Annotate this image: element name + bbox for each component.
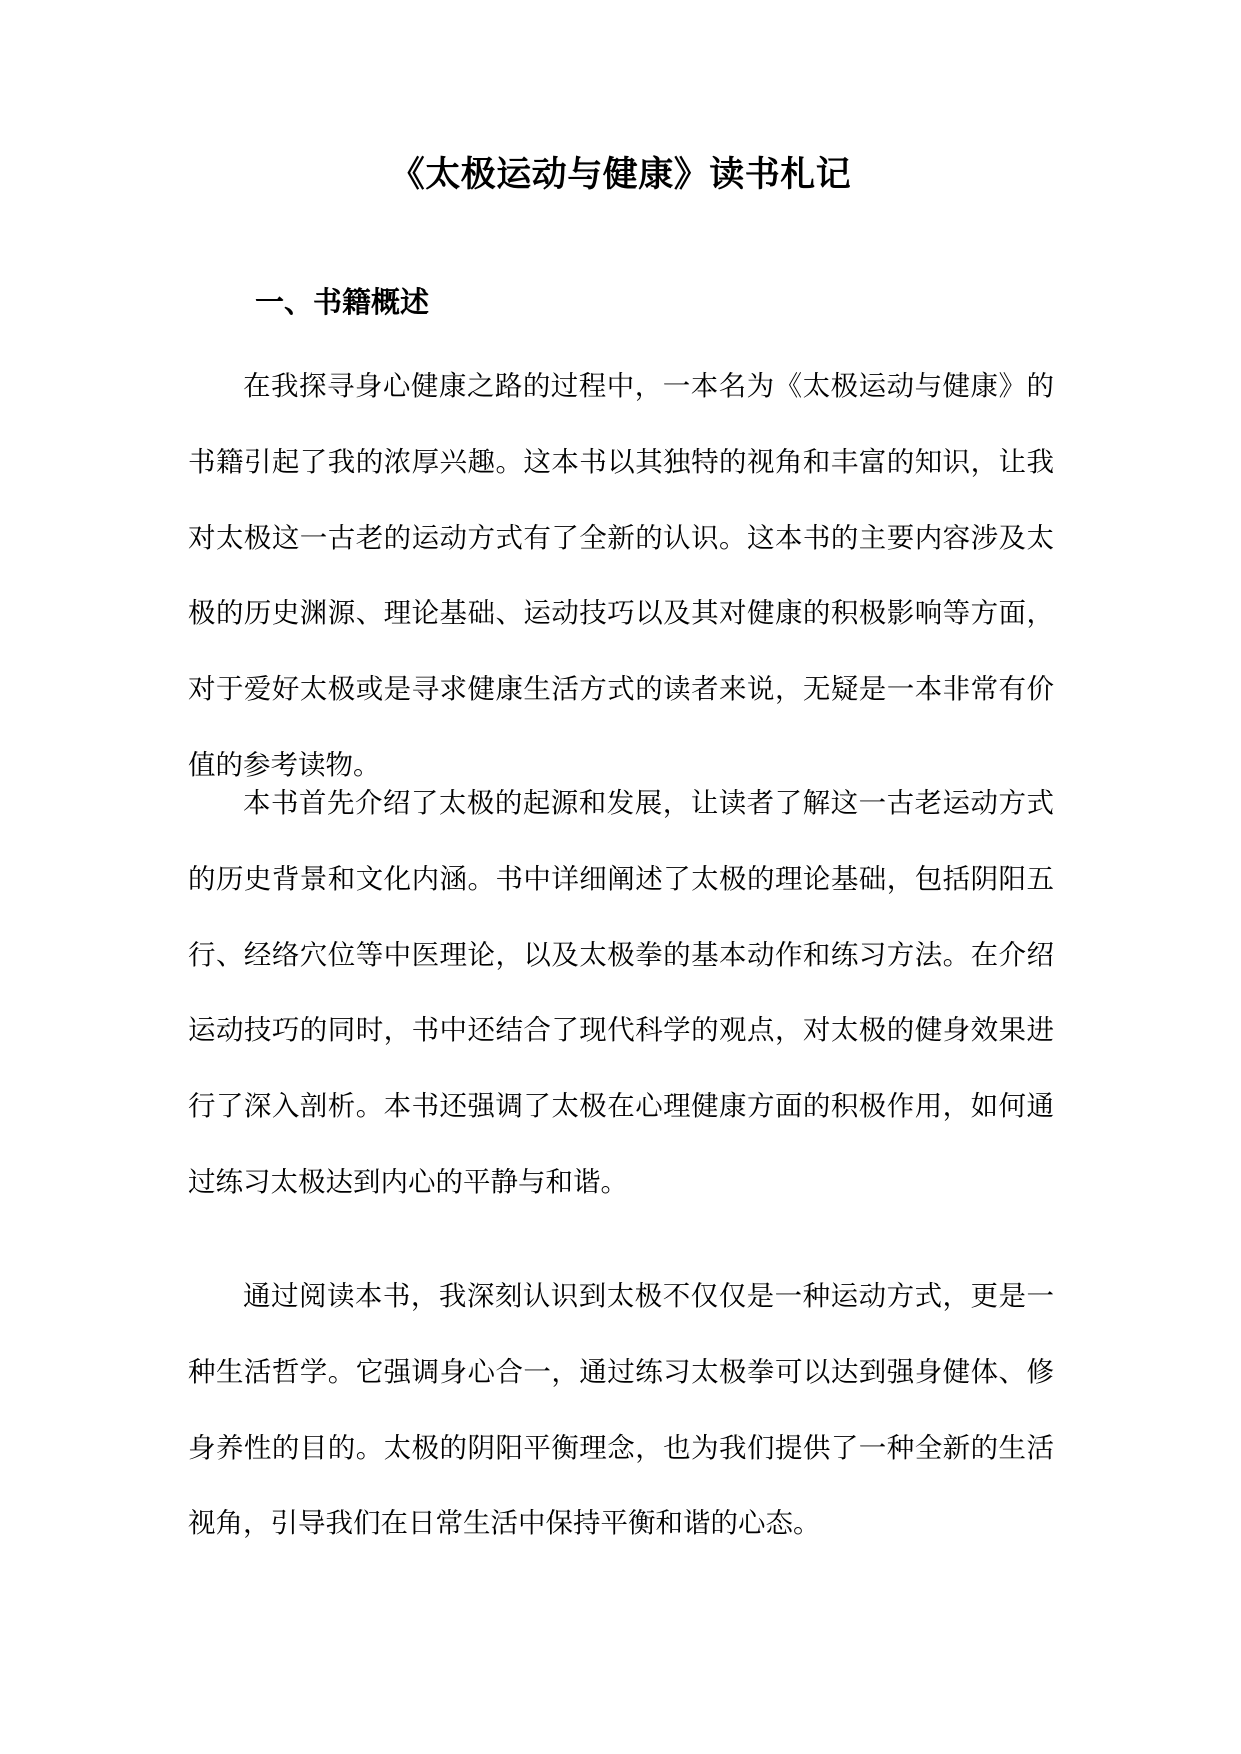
- document-title: 《太极运动与健康》读书札记: [389, 155, 852, 195]
- section-heading: 一、书籍概述: [255, 285, 430, 319]
- body-paragraph: 在我探寻身心健康之路的过程中，一本名为《太极运动与健康》的书籍引起了我的浓厚兴趣。这本书以其独特的视角和丰富的知识，让我对太极这一古老的运动方式有了全新的认识。这本书的主要内容涉及太极的历史渊源、理论基础、运动技巧以及其对健康的积极影响等方面，对于爱好太极或是寻求健康生活方式的读者来说，无疑是一本非常有价值的参考读物。: [188, 370, 1054, 781]
- body-paragraph: 本书首先介绍了太极的起源和发展，让读者了解这一古老运动方式的历史背景和文化内涵。书中详细阐述了太极的理论基础，包括阴阳五行、经络穴位等中医理论，以及太极拳的基本动作和练习方法。在介绍运动技巧的同时，书中还结合了现代科学的观点，对太极的健身效果进行了深入剖析。本书还强调了太极在心理健康方面的积极作用，如何通过练习太极达到内心的平静与和谐。: [188, 787, 1054, 1198]
- body-paragraph: 通过阅读本书，我深刻认识到太极不仅仅是一种运动方式，更是一种生活哲学。它强调身心合一，通过练习太极拳可以达到强身健体、修身养性的目的。太极的阴阳平衡理念，也为我们提供了一种全新的生活视角，引导我们在日常生活中保持平衡和谐的心态。: [188, 1280, 1054, 1540]
